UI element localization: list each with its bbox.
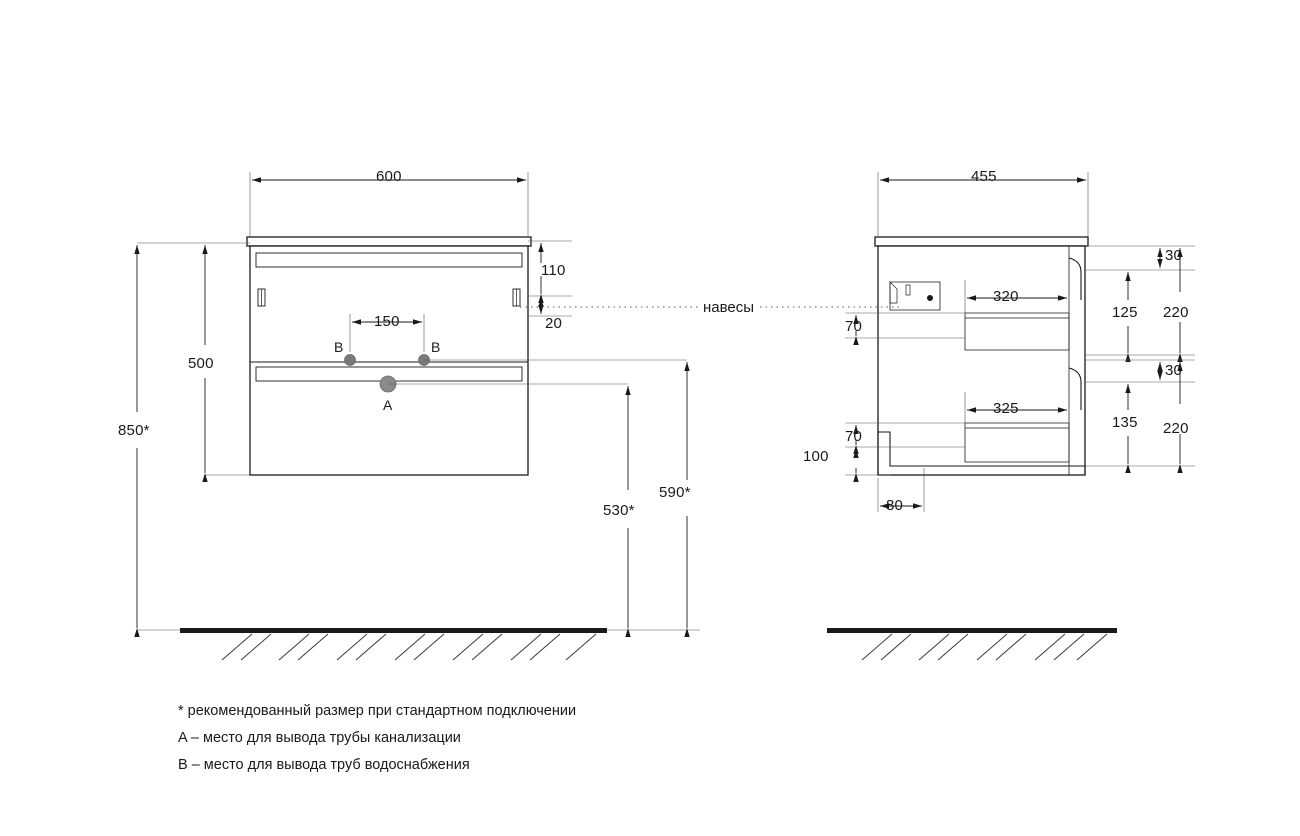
side-view-cabinet (875, 237, 1088, 475)
dim-front-total-height: 850* (118, 422, 150, 439)
notes-block (178, 698, 878, 779)
dim-side-top-gap: 30 (1165, 247, 1183, 264)
dim-side-drawer1-depth: 320 (993, 288, 1019, 305)
dim-side-drawer2-height: 135 (1112, 414, 1138, 431)
dim-side-lower-offset: 70 (845, 428, 863, 445)
dim-side-plinth-offset: 70 (845, 318, 863, 335)
dim-front-width: 600 (376, 168, 402, 185)
front-view-floor (180, 628, 607, 660)
dim-front-hanger-offset: 20 (545, 315, 563, 332)
dim-side-section2-height: 220 (1163, 420, 1189, 437)
label-water-left: B (334, 339, 344, 355)
dim-side-plinth-depth: 80 (886, 497, 904, 514)
dim-side-depth: 455 (971, 168, 997, 185)
dim-side-section1-height: 220 (1163, 304, 1189, 321)
dim-front-pipes-spacing: 150 (374, 313, 400, 330)
dim-front-height-to-mid: 500 (188, 355, 214, 372)
dim-front-water-height: 590* (659, 484, 691, 501)
note-line-3: B – место для вывода труб водоснабжения (178, 757, 470, 773)
side-view-floor (827, 628, 1117, 660)
dim-side-drawer2-depth: 325 (993, 400, 1019, 417)
callout-hangers: навесы (703, 299, 755, 316)
dim-side-plinth-height: 100 (803, 448, 829, 465)
dim-front-drain-height: 530* (603, 502, 635, 519)
dim-side-mid-gap: 30 (1165, 362, 1183, 379)
front-view-cabinet (247, 237, 531, 475)
dim-front-top-band: 110 (541, 262, 566, 279)
note-line-2: A – место для вывода трубы канализации (178, 730, 461, 746)
note-line-1: * рекомендованный размер при стандартном подключении (178, 703, 577, 719)
dim-side-drawer1-height: 125 (1112, 304, 1138, 321)
label-drain: A (383, 397, 393, 413)
label-water-right: B (431, 339, 441, 355)
